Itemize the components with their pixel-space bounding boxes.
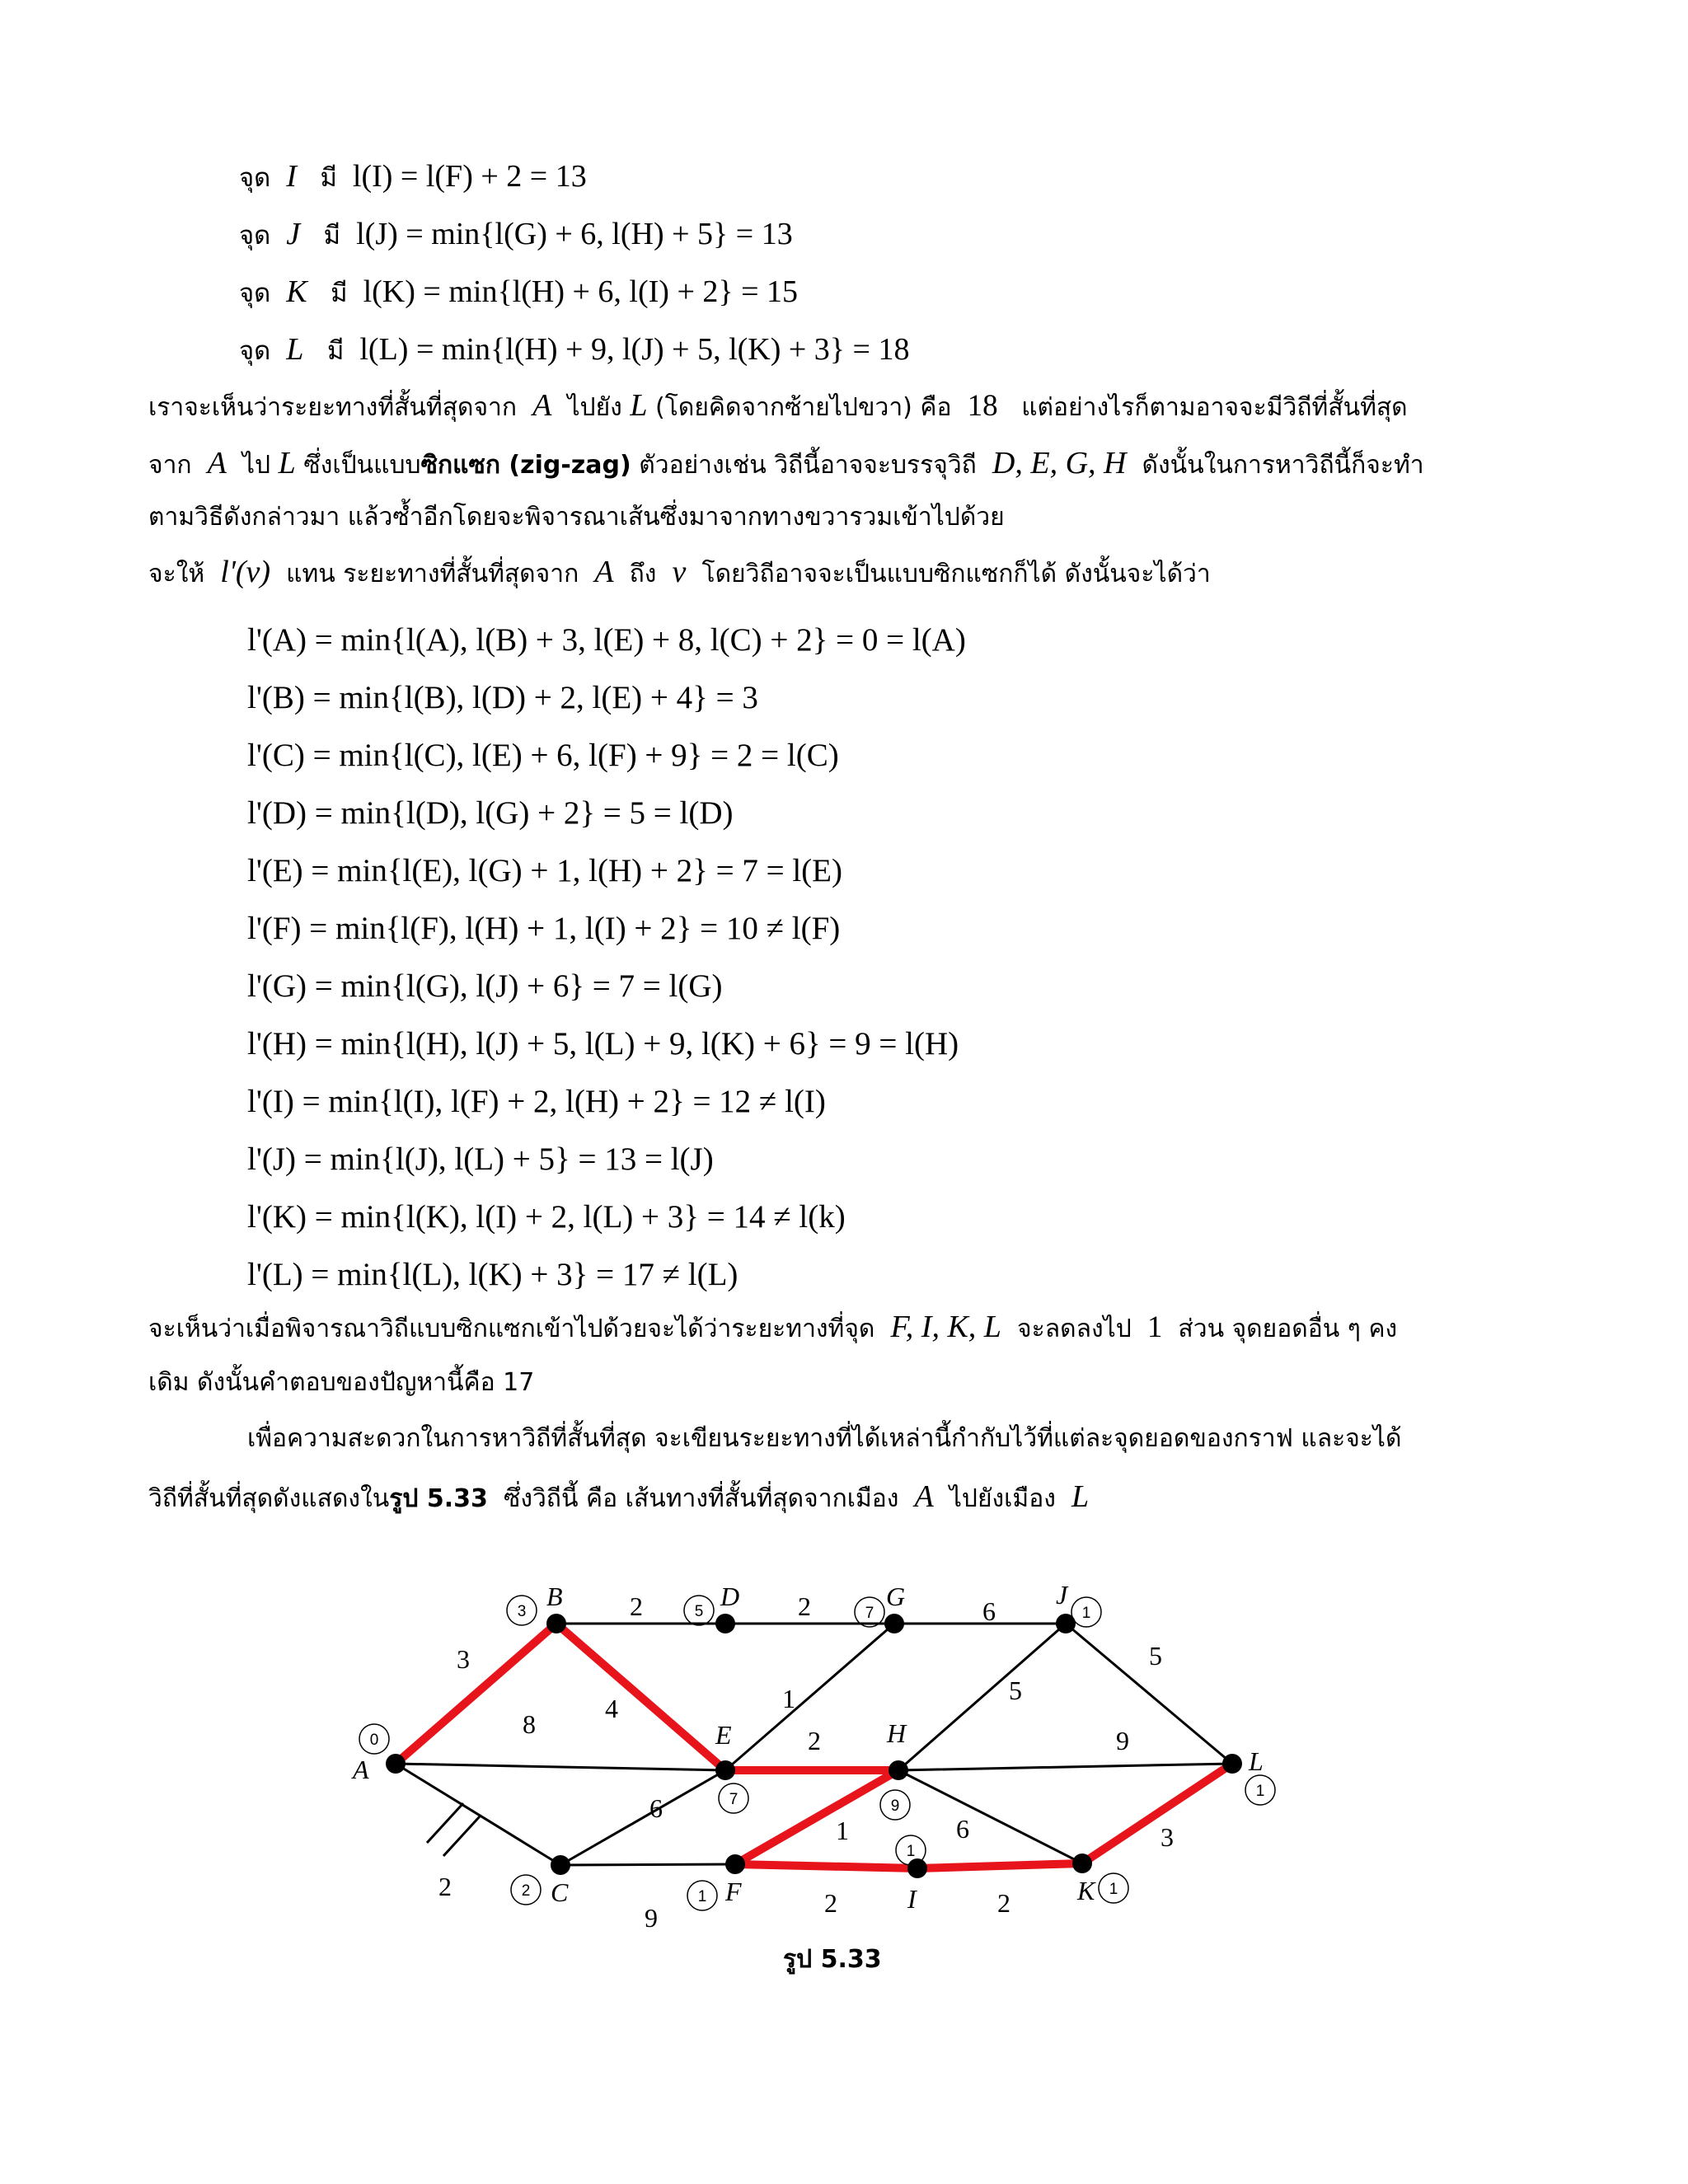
lprime-line-F: l'(F) = min{l(F), l(H) + 1, l(I) + 2} = 10 ≠ l(F)	[247, 911, 841, 946]
top-line-4: จุด L มี l(L) = min{l(H) + 9, l(J) + 5, l(K) + 3} = 18	[239, 332, 910, 367]
node-label-D: D	[720, 1582, 740, 1611]
node-value-I: 1	[906, 1843, 916, 1860]
node-value-A: 0	[369, 1732, 379, 1749]
node-B	[546, 1614, 566, 1633]
edge-A-C	[396, 1764, 560, 1865]
node-K	[1072, 1854, 1092, 1873]
para1-line1: เราจะเห็นว่าระยะทางที่สั้นที่สุดจาก A ไปยัง L (โดยคิดจากซ้ายไปขวา) คือ 18 แต่อย่างไรก็ตามอาจจะมีวิถีที่สั้นที่สุด	[148, 388, 1408, 423]
top-line-3: จุด K มี l(K) = min{l(H) + 6, l(I) + 2} = 15	[239, 274, 799, 309]
edge-weight-A-B: 3	[457, 1644, 470, 1674]
node-label-G: G	[886, 1582, 906, 1611]
node-value-H: 9	[890, 1797, 900, 1815]
para1-line4: จะให้ l'(v) แทน ระยะทางที่สั้นที่สุดจาก A ถึง v โดยวิถีอาจจะเป็นแบบซิกแซกก็ได้ ดังนั้นจะได้ว่า	[148, 555, 1211, 589]
top-line-2: จุด J มี l(J) = min{l(G) + 6, l(H) + 5} = 13	[239, 217, 793, 251]
edge-weight-J-L: 5	[1149, 1641, 1162, 1671]
edge-weight-C-F: 9	[645, 1903, 658, 1933]
node-label-J: J	[1056, 1582, 1068, 1610]
node-I	[907, 1858, 927, 1878]
node-H	[889, 1760, 908, 1780]
node-label-A: A	[353, 1755, 369, 1784]
para1-line3: ตามวิธีดังกล่าวมา แล้วซ้ำอีกโดยจะพิจารณาเส้นซึ่งมาจากทางขวารวมเข้าไปด้วย	[148, 503, 1005, 532]
shortest-path-graph	[330, 1582, 1319, 1937]
node-F	[725, 1854, 745, 1874]
edge-K-L	[1082, 1764, 1232, 1863]
para3-line1: เพื่อความสะดวกในการหาวิถีที่สั้นที่สุด จะเขียนระยะทางที่ได้เหล่านี้กำกับไว้ที่แต่ละจุดยอดของกราฟ และจะได้	[247, 1424, 1402, 1453]
para1-line2: จาก A ไป L ซึ่งเป็นแบบซิกแซก (zig-zag) ตัวอย่างเช่น วิถีนี้อาจจะบรรจุวิถี D, E, G, H ดังนั้นในการหาวิถีนี้ก็จะทำ	[148, 446, 1424, 480]
node-value-G: 7	[865, 1605, 874, 1622]
edge-A-E	[396, 1764, 725, 1770]
node-value-K: 1	[1109, 1881, 1118, 1898]
edge-weight-G-J: 6	[982, 1596, 996, 1626]
edge-weight-B-E: 4	[605, 1694, 618, 1723]
top-line-1: จุด I มี l(I) = l(F) + 2 = 13	[239, 159, 587, 194]
edge-weight-E-H: 2	[808, 1726, 821, 1755]
edge-weight-A-E: 8	[523, 1709, 536, 1739]
node-C	[551, 1855, 570, 1875]
edge-F-I	[735, 1864, 917, 1868]
lprime-line-B: l'(B) = min{l(B), l(D) + 2, l(E) + 4} = 3	[247, 680, 758, 715]
edge-tick-mark	[427, 1803, 463, 1843]
node-value-F: 1	[697, 1888, 707, 1905]
lprime-line-H: l'(H) = min{l(H), l(J) + 5, l(L) + 9, l(K) + 6} = 9 = l(H)	[247, 1026, 959, 1062]
lprime-line-L: l'(L) = min{l(L), l(K) + 3} = 17 ≠ l(L)	[247, 1257, 738, 1292]
node-label-I: I	[907, 1884, 917, 1914]
edge-weight-C-E: 6	[649, 1793, 663, 1823]
node-label-E: E	[715, 1720, 732, 1750]
node-value-J: 1	[1081, 1605, 1091, 1622]
edge-weight-H-K: 6	[956, 1814, 969, 1844]
edge-weight-D-G: 2	[798, 1591, 811, 1621]
lprime-line-K: l'(K) = min{l(K), l(I) + 2, l(L) + 3} = 14 ≠ l(k)	[247, 1199, 846, 1235]
node-label-C: C	[551, 1877, 569, 1907]
node-label-H: H	[887, 1718, 907, 1748]
node-label-F: F	[725, 1877, 742, 1906]
lprime-line-G: l'(G) = min{l(G), l(J) + 6} = 7 = l(G)	[247, 968, 723, 1004]
lprime-line-D: l'(D) = min{l(D), l(G) + 2} = 5 = l(D)	[247, 795, 734, 831]
node-value-C: 2	[521, 1882, 531, 1900]
edge-C-E	[560, 1770, 725, 1865]
figure-caption: รูป 5.33	[783, 1945, 882, 1974]
edge-weight-B-D: 2	[630, 1591, 643, 1621]
edge-B-E	[556, 1624, 725, 1770]
node-value-D: 5	[694, 1603, 704, 1620]
edge-weight-H-L: 9	[1116, 1726, 1129, 1755]
edge-weight-H-J: 5	[1009, 1675, 1022, 1705]
edge-C-F	[560, 1864, 735, 1865]
node-value-E: 7	[729, 1791, 738, 1808]
node-D	[715, 1614, 735, 1633]
edge-tick-mark	[443, 1816, 480, 1856]
edge-H-L	[898, 1764, 1232, 1770]
node-A	[386, 1754, 406, 1774]
node-label-L: L	[1249, 1746, 1264, 1776]
edge-H-F	[735, 1770, 898, 1864]
node-value-B: 3	[517, 1603, 527, 1620]
lprime-line-J: l'(J) = min{l(J), l(L) + 5} = 13 = l(J)	[247, 1141, 714, 1177]
node-label-K: K	[1077, 1876, 1095, 1905]
edge-weight-K-L: 3	[1160, 1822, 1174, 1852]
node-label-B: B	[546, 1582, 563, 1611]
edge-H-J	[898, 1624, 1066, 1770]
lprime-line-C: l'(C) = min{l(C), l(E) + 6, l(F) + 9} = 2 = l(C)	[247, 738, 839, 773]
edge-weight-I-K: 2	[997, 1888, 1010, 1918]
lprime-line-I: l'(I) = min{l(I), l(F) + 2, l(H) + 2} = 12 ≠ l(I)	[247, 1084, 826, 1119]
node-L	[1222, 1754, 1242, 1774]
edge-weight-H-F: 1	[836, 1816, 849, 1845]
para2-line1: จะเห็นว่าเมื่อพิจารณาวิถีแบบซิกแซกเข้าไปด้วยจะได้ว่าระยะทางที่จุด F, I, K, L จะลดลงไป 1 ส่วน จุดยอดอื่น ๆ คง	[148, 1310, 1398, 1344]
para3-line2: วิถีที่สั้นที่สุดดังแสดงในรูป 5.33 ซึ่งวิถีนี้ คือ เส้นทางที่สั้นที่สุดจากเมือง A ไปยังเมือง L	[148, 1479, 1090, 1514]
node-value-L: 1	[1255, 1783, 1265, 1800]
edge-weight-G-E: 1	[782, 1684, 795, 1713]
node-E	[715, 1760, 735, 1780]
edge-A-B	[396, 1624, 556, 1764]
lprime-line-A: l'(A) = min{l(A), l(B) + 3, l(E) + 8, l(C) + 2} = 0 = l(A)	[247, 622, 966, 658]
edge-weight-A-C: 2	[438, 1872, 452, 1901]
node-G	[884, 1614, 904, 1633]
edge-weight-F-I: 2	[824, 1888, 837, 1918]
para2-line2: เดิม ดังนั้นคำตอบของปัญหานี้คือ 17	[148, 1368, 535, 1397]
lprime-line-E: l'(E) = min{l(E), l(G) + 1, l(H) + 2} = 7 = l(E)	[247, 853, 842, 888]
edge-I-K	[917, 1863, 1082, 1868]
